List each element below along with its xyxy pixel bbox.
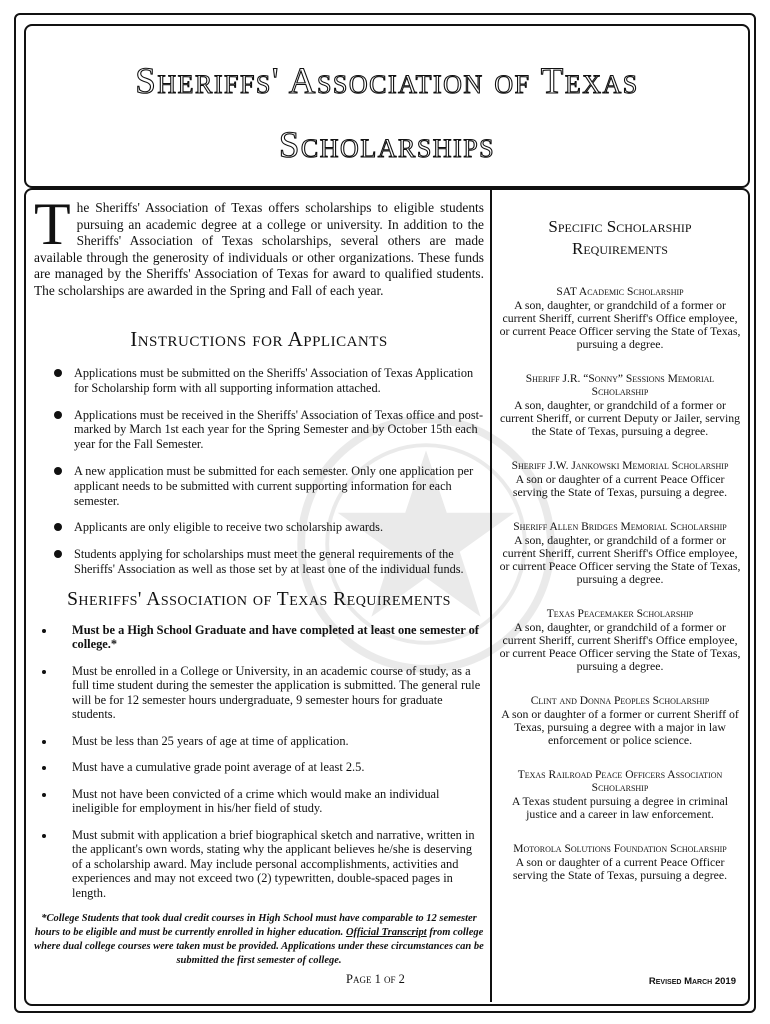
list-item: Must be less than 25 years of age at time of application. xyxy=(40,734,484,749)
bullet-icon xyxy=(42,834,46,838)
scholarship-name: Sheriff J.R. “Sonny” Sessions Memorial Scholarship xyxy=(525,373,715,398)
scholarship-entry xyxy=(498,286,742,351)
scholarship-name: Texas Peacemaker Scholarship xyxy=(546,608,694,620)
title-banner xyxy=(24,24,750,188)
bullet-icon xyxy=(42,740,46,744)
revised-date: Revised March 2019 xyxy=(648,976,736,987)
scholarship-entry xyxy=(498,460,742,499)
scholarship-name: SAT Academic Scholarship xyxy=(556,286,684,298)
page-title-line1: Sheriffs' Association of Texas xyxy=(135,61,639,102)
requirements-footnote: *College Students that took dual credit courses in High School must have comparable to 12 semester hours to be eligible and must be currently enrolled in higher education. Official Transcript from college where dual college courses were taken must be provided. Applications under these circumstances can be submitted the first semester of college. xyxy=(34,913,484,967)
scholarship-entry xyxy=(498,843,742,882)
list-item: Applications must be received in the Sheriffs' Association of Texas office and post-marked by March 1st each year for the Spring Semester and by October 15th each year for the Fall Semester. xyxy=(54,408,484,452)
scholarship-entry xyxy=(498,373,742,438)
specific-requirements-heading: Specific Scholarship Requirements xyxy=(548,217,692,258)
instructions-list xyxy=(34,366,484,577)
left-column xyxy=(34,191,484,968)
scholarship-description: A son, daughter, or grandchild of a former or current Sheriff, current Sheriff's Office employee, or current Peace Officer serving the State of Texas, pursuing a degree. xyxy=(499,533,741,586)
bullet-icon xyxy=(54,523,62,531)
official-transcript-text: Official Transcript xyxy=(345,927,427,939)
list-item: A new application must be submitted for each semester. Only one application per applicant needs to be submitted with current supporting information for each semester. xyxy=(54,464,484,508)
scholarship-description: A son or daughter of a current Peace Officer serving the State of Texas, pursuing a degree. xyxy=(512,855,728,882)
scholarship-name: Texas Railroad Peace Officers Association Scholarship xyxy=(517,769,723,794)
scholarship-description: A Texas student pursuing a degree in criminal justice and a career in law enforcement. xyxy=(511,794,729,821)
bullet-icon xyxy=(54,550,62,558)
scholarship-entry xyxy=(498,769,742,821)
scholarship-name: Sheriff J.W. Jankowski Memorial Scholarship xyxy=(511,460,729,472)
scholarship-description: A son, daughter, or grandchild of a former or current Sheriff, current Sheriff's Office employee, or current Peace Officer serving the State of Texas, pursuing a degree. xyxy=(499,620,741,673)
scholarship-entry xyxy=(498,608,742,673)
bullet-icon xyxy=(54,369,62,377)
content-panel xyxy=(24,188,750,1006)
list-item: Must not have been convicted of a crime which would make an individual ineligible for employment in his/her field of study. xyxy=(40,787,484,816)
scholarship-entry xyxy=(498,521,742,586)
intro-paragraph xyxy=(34,191,484,299)
right-column xyxy=(498,216,742,904)
bullet-icon xyxy=(54,411,62,419)
list-item: Must be enrolled in a College or University, in an academic course of study, as a full time student during the semester the application is submitted. The general rule will be for 12 semester hours undergraduate, 9 semester hours for graduate students. xyxy=(40,664,484,722)
scholarship-entry xyxy=(498,695,742,747)
list-item: Must have a cumulative grade point average of at least 2.5. xyxy=(40,760,484,775)
requirements-list xyxy=(34,623,484,901)
scholarship-name: Motorola Solutions Foundation Scholarship xyxy=(513,843,727,855)
scholarship-name: Clint and Donna Peoples Scholarship xyxy=(530,695,710,707)
column-divider xyxy=(490,190,492,1002)
bullet-icon xyxy=(42,766,46,770)
list-item: Students applying for scholarships must meet the general requirements of the Sheriffs' Association as well as those set by at least one of the individual funds. xyxy=(54,547,484,577)
page-title-line2: Scholarships xyxy=(278,125,496,166)
list-item: Must submit with application a brief biographical sketch and narrative, written in the applicant's own words, stating why the applicant believes he/she is deserving of a scholarship award. May include personal accomplishments, activities and experiences and may not exceed two (2) typewritten, double-spaced pages in length. xyxy=(40,828,484,901)
bullet-icon xyxy=(42,793,46,797)
drop-cap: T xyxy=(34,191,71,257)
scholarship-description: A son or daughter of a former or current Sheriff of Texas, pursuing a degree with a major in law enforcement or police science. xyxy=(501,707,739,747)
page-number: Page 1 of 2 xyxy=(346,972,405,986)
instructions-heading: Instructions for Applicants xyxy=(130,327,388,351)
scholarship-name: Sheriff Allen Bridges Memorial Scholarship xyxy=(513,521,727,533)
requirements-heading: Sheriffs' Association of Texas Requirements xyxy=(67,588,451,610)
list-item: Applicants are only eligible to receive two scholarship awards. xyxy=(54,520,484,535)
bullet-icon xyxy=(42,629,46,633)
list-item: Must be a High School Graduate and have completed at least one semester of college.* xyxy=(40,623,484,652)
intro-text: he Sheriffs' Association of Texas offers scholarships to eligible students pursuing an academic degree at a college or university. In addition to the Sheriffs' Association of Texas scholarships, several others are made available through the generosity of individuals or other organizations. These funds are managed by the Sheriffs' Association of Texas for award to qualified students. The scholarships are awarded in the Spring and Fall of each year. xyxy=(34,200,484,298)
list-item: Applications must be submitted on the Sheriffs' Association of Texas Application for Scholarship form with all supporting information attached. xyxy=(54,366,484,396)
bullet-icon xyxy=(54,467,62,475)
bullet-icon xyxy=(42,670,46,674)
scholarship-description: A son, daughter, or grandchild of a former or current Sheriff, or current Deputy or Jailer, serving the State of Texas, pursuing a degree. xyxy=(499,398,741,438)
scholarship-description: A son, daughter, or grandchild of a former or current Sheriff, current Sheriff's Office employee, or current Peace Officer serving the State of Texas, pursuing a degree. xyxy=(499,298,741,351)
scholarship-description: A son or daughter of a current Peace Officer serving the State of Texas, pursuing a degree. xyxy=(512,472,728,499)
